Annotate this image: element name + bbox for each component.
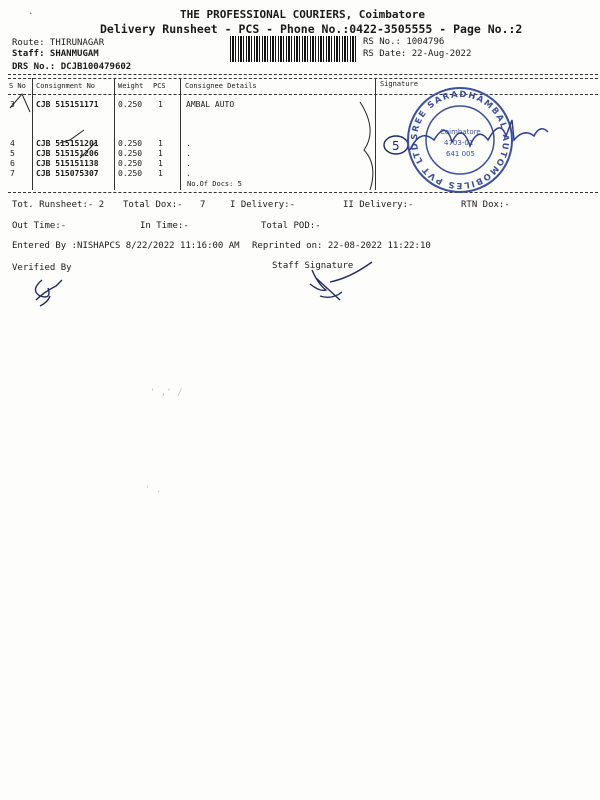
col-header-pcs: PCS <box>153 82 166 90</box>
col-header-weight: Weight <box>118 82 144 90</box>
row-weight: 0.250 <box>118 100 143 109</box>
col-header-sno: S No <box>9 82 26 90</box>
total-dox-value: 7 <box>200 200 206 210</box>
row-consignment: CJB 515075307 <box>36 169 99 178</box>
verified-by-signature <box>35 280 62 306</box>
stamp-pin: 641 005 <box>446 150 475 158</box>
reprinted-on: Reprinted on: 22-08-2022 11:22:10 <box>252 241 431 251</box>
row-pcs: 1 <box>158 149 163 158</box>
total-pod: Total POD:- <box>261 221 321 231</box>
total-dox-label: Total Dox:- <box>123 200 183 210</box>
checkmark-icon <box>80 142 96 158</box>
scan-speck: . <box>28 7 34 17</box>
checkmark-icon <box>10 94 30 112</box>
row-weight: 0.250 <box>118 159 143 168</box>
scan-speck: ' ,' / <box>150 388 183 398</box>
row-weight: 0.250 <box>118 149 143 158</box>
bracket-mark <box>360 102 373 190</box>
row-pcs: 1 <box>158 100 163 109</box>
row-sno: 4 <box>10 139 15 148</box>
receiver-signature <box>410 120 548 150</box>
drs-number: DRS No.: DCJB100479602 <box>12 62 132 72</box>
row-pcs: 1 <box>158 139 163 148</box>
company-stamp <box>408 88 512 192</box>
entered-by: Entered By :NISHAPCS 8/22/2022 11:16:00 AM <box>12 241 240 251</box>
in-time: In Time:- <box>140 221 189 231</box>
row-sno: 7 <box>10 169 15 178</box>
checkmark-icon <box>60 130 84 143</box>
row-consignment: CJB 515151206 <box>36 149 99 158</box>
runsheet-title: Delivery Runsheet - PCS - Phone No.:0422-3505555 - Page No.:2 <box>100 22 523 36</box>
row-consignee: . <box>186 149 191 158</box>
row-consignment: CJB 515151201 <box>36 139 99 148</box>
row-consignment: CJB 515151171 <box>36 100 99 109</box>
row-consignment: CJB 515151138 <box>36 159 99 168</box>
rtn-dox: RTN Dox:- <box>461 200 510 210</box>
stamp-ring-text: SREE SARADHAMBAL AUTOMOBILES PVT LTD <box>409 89 511 191</box>
row-consignee: AMBAL AUTO <box>186 100 235 109</box>
col-header-consignment: Consignment No <box>36 82 96 90</box>
handwritten-count: 5 <box>392 139 400 153</box>
staff-signature <box>310 262 372 300</box>
row-pcs: 1 <box>158 159 163 168</box>
row-sno: 6 <box>10 159 15 168</box>
row-consignee: . <box>186 139 191 148</box>
company-name: THE PROFESSIONAL COURIERS, Coimbatore <box>180 8 426 21</box>
row-consignee: . <box>186 169 191 178</box>
row-pcs: 1 <box>158 169 163 178</box>
col-header-consignee: Consignee Details <box>185 82 257 90</box>
row-sno: 3 <box>10 100 15 109</box>
row-weight: 0.250 <box>118 139 143 148</box>
ii-delivery: II Delivery:- <box>343 200 414 210</box>
route: Route: THIRUNAGAR <box>12 38 105 48</box>
rs-date: RS Date: 22-Aug-2022 <box>363 49 472 59</box>
stamp-line2: 4703-01 <box>444 139 474 147</box>
staff: Staff: SHANMUGAM <box>12 49 99 59</box>
row-sno: 5 <box>10 149 15 158</box>
staff-signature-label: Staff Signature <box>272 261 354 271</box>
rs-number: RS No.: 1004796 <box>363 37 445 47</box>
i-delivery: I Delivery:- <box>230 200 296 210</box>
out-time: Out Time:- <box>12 221 67 231</box>
stamp-city: Coimbatore <box>440 128 481 136</box>
row-consignee: . <box>186 159 191 168</box>
no-of-docs: No.Of Docs: 5 <box>187 180 242 188</box>
scan-speck: ' . <box>145 485 162 495</box>
col-header-signature: Signature <box>380 80 418 88</box>
tot-runsheet: Tot. Runsheet:- 2 <box>12 200 105 210</box>
row-weight: 0.250 <box>118 169 143 178</box>
verified-by: Verified By <box>12 263 72 273</box>
